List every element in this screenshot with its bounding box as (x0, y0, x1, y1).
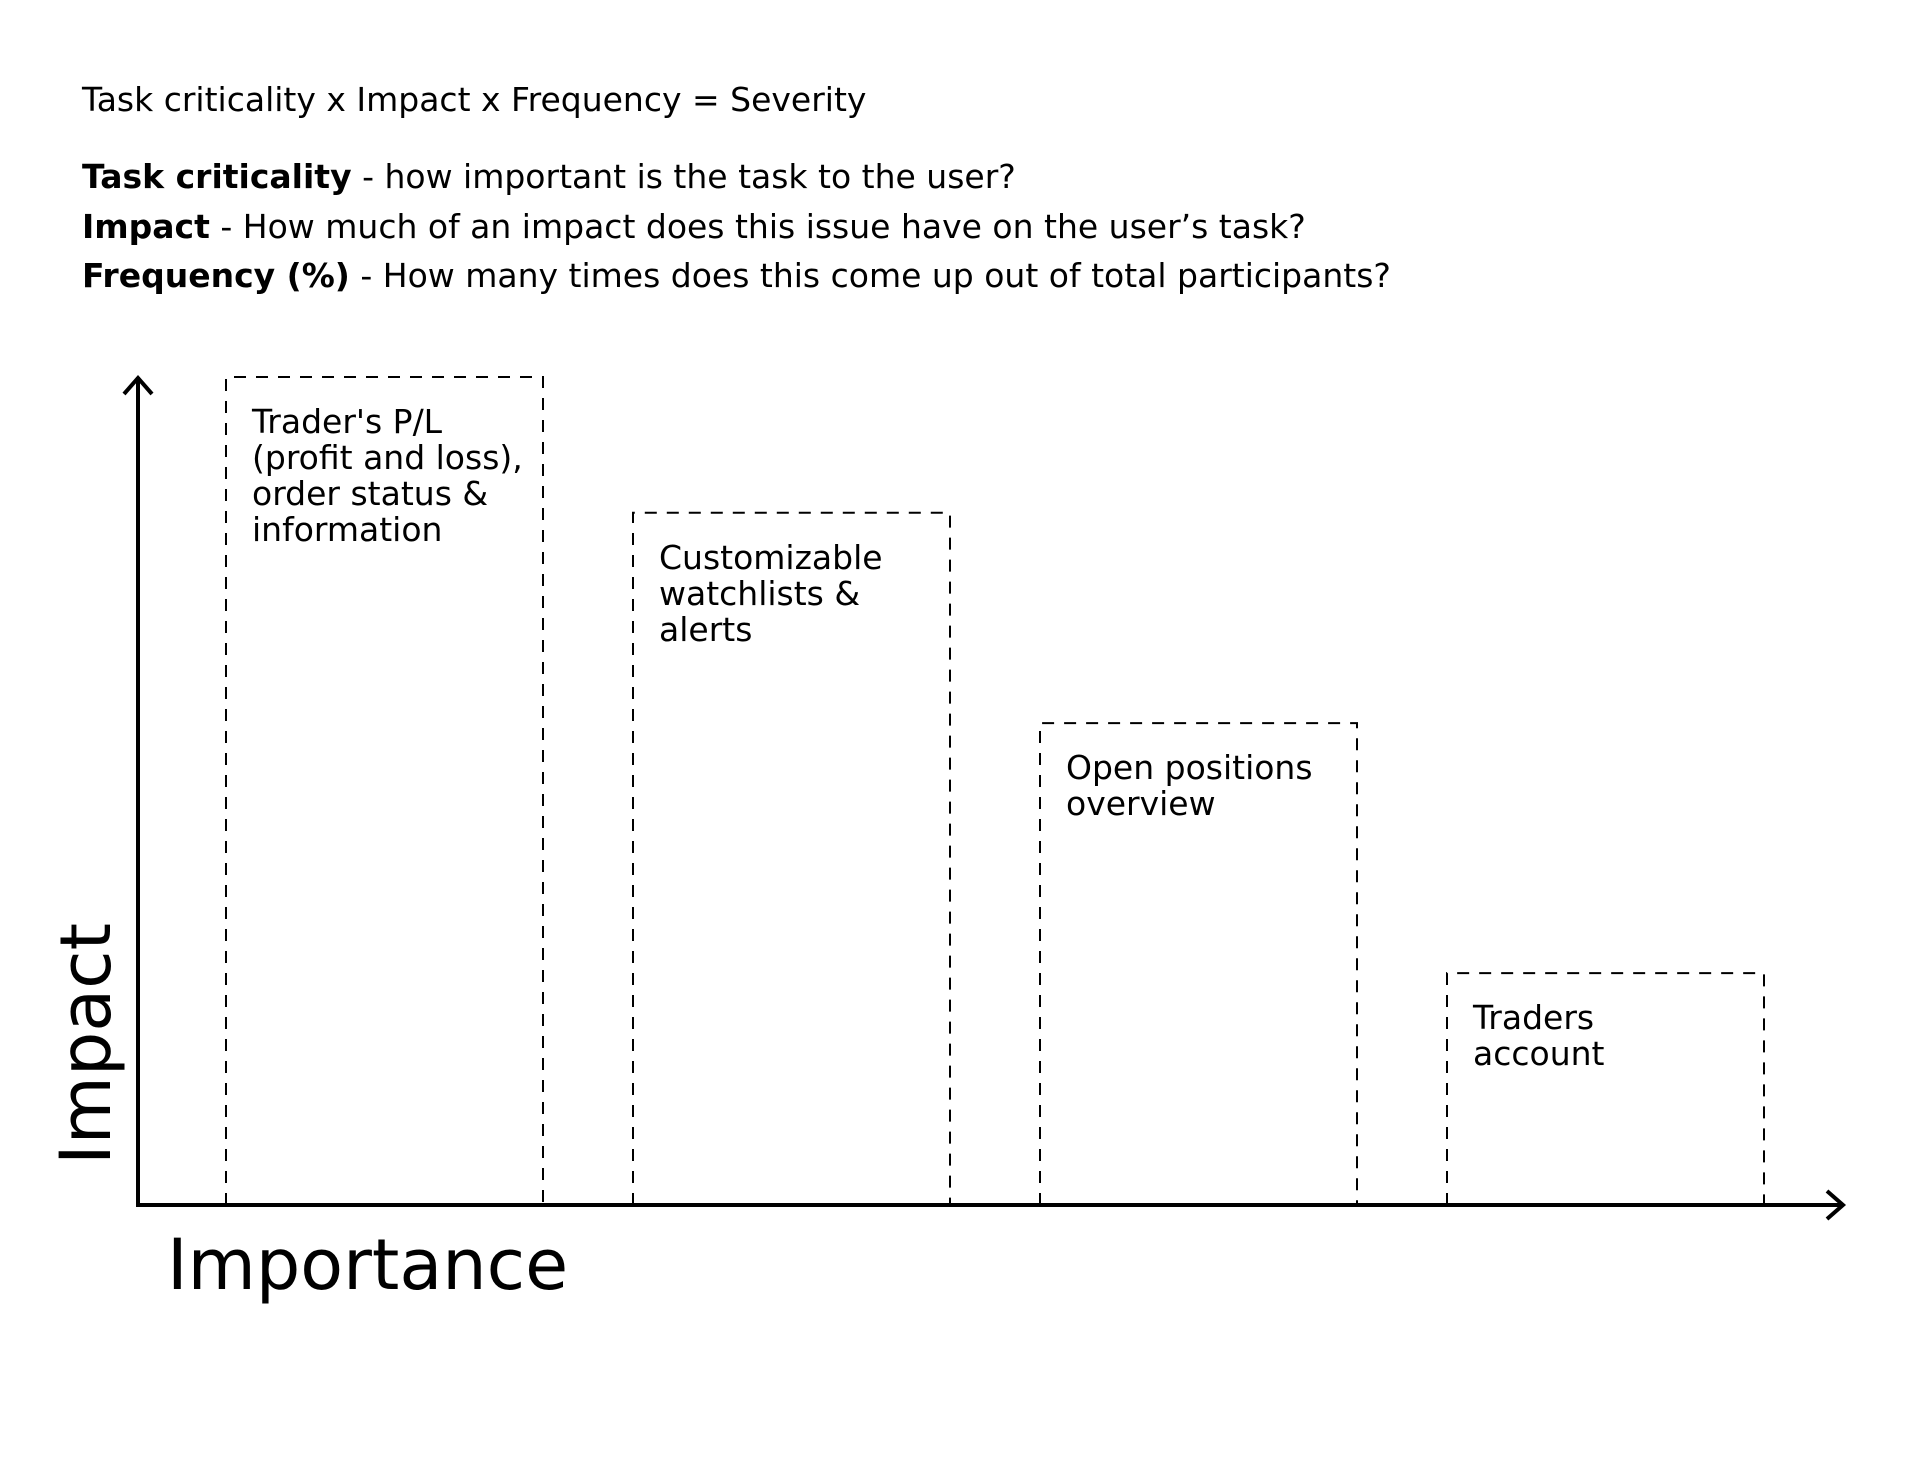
issue-box (1447, 973, 1764, 1205)
issue-box (633, 513, 950, 1205)
definition-text: - How many times does this come up out of total participants? (349, 256, 1391, 295)
issue-box-label-line: overview (1066, 784, 1216, 824)
definition-text: - how important is the task to the user? (351, 157, 1016, 196)
y-axis-title: Impact (45, 922, 127, 1165)
issue-box (226, 377, 543, 1205)
issue-box-label-line: order status & (252, 474, 489, 513)
definition-text: - How much of an impact does this issue have on the user’s task? (209, 206, 1306, 246)
issue-box-label-line: alerts (659, 609, 753, 649)
issue-box-label-line: (profit and loss), (252, 438, 523, 477)
definition-term: Frequency (%) (82, 256, 350, 295)
issue-box (1040, 723, 1357, 1205)
issue-box-label-line: Open positions (1066, 748, 1313, 788)
issue-box-label-line: Customizable (659, 537, 883, 577)
issue-box-label-line: information (252, 510, 443, 549)
issue-box-label-line: Trader's P/L (252, 402, 443, 441)
issue-box-label-line: watchlists & (659, 573, 861, 613)
formula-text: Task criticality x Impact x Frequency = Severity (82, 80, 867, 119)
issue-box-label-line: account (1473, 1034, 1605, 1074)
definition-term: Task criticality (82, 157, 352, 196)
x-axis-title: Importance (167, 1224, 569, 1306)
definition-term: Impact (82, 206, 210, 246)
issue-box-label-line: Traders (1473, 998, 1595, 1038)
boxes-layer (226, 377, 1764, 1205)
